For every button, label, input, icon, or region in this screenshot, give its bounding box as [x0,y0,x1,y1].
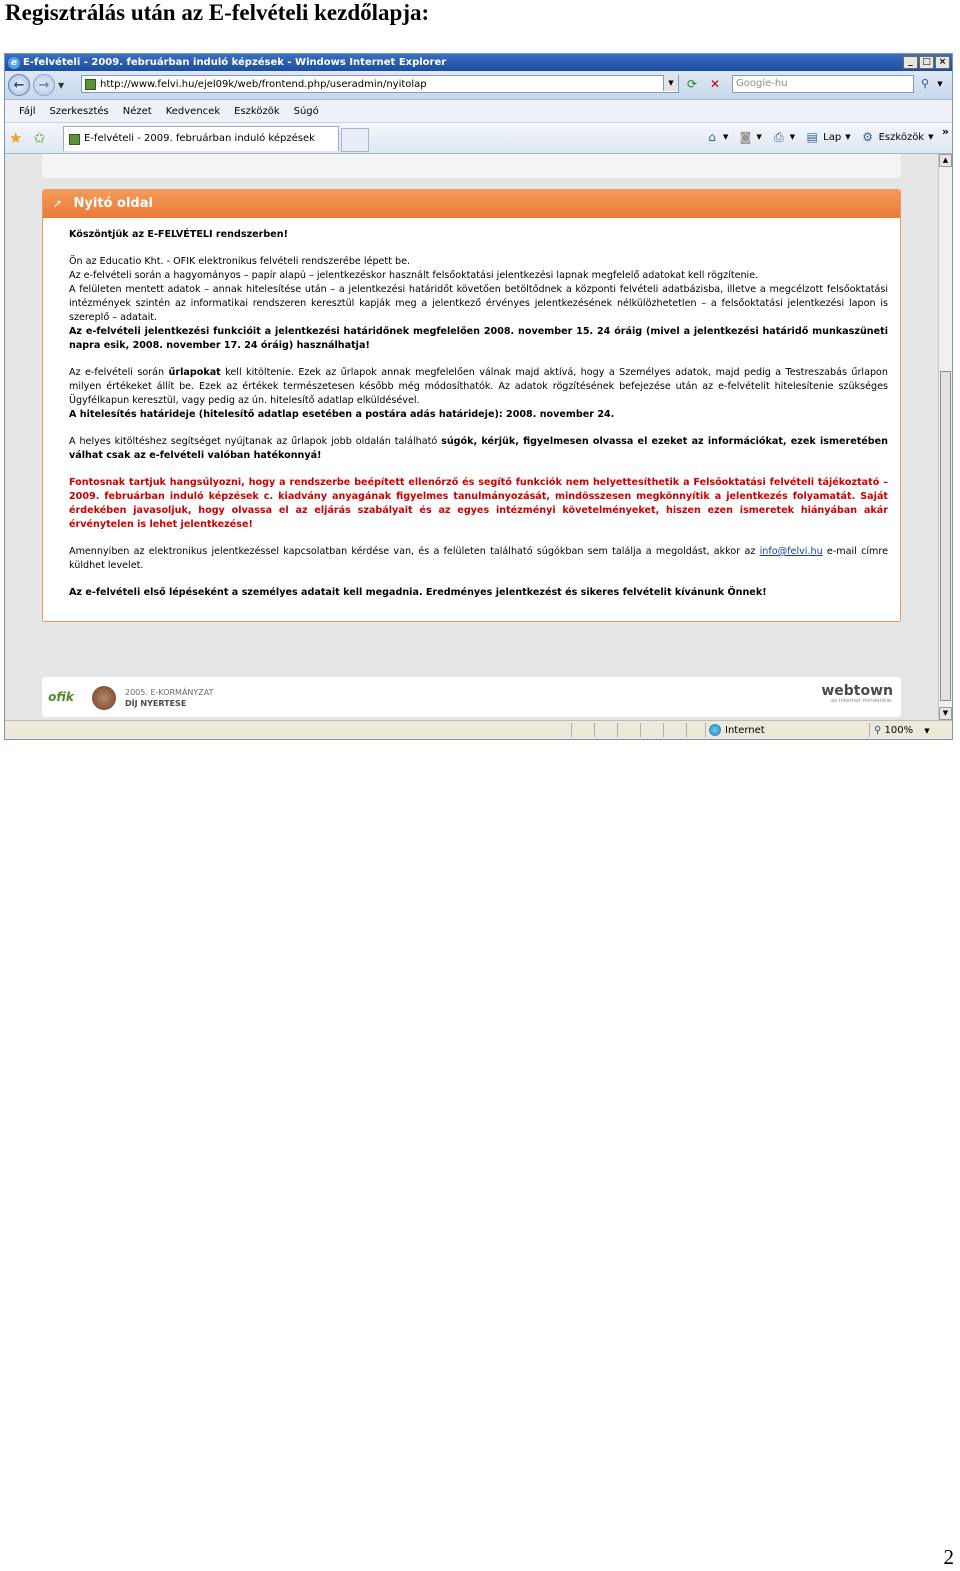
status-divider [571,723,572,737]
ofik-logo[interactable]: ofik [48,690,74,704]
globe-icon [709,724,721,736]
scroll-thumb[interactable] [940,371,951,701]
status-divider [640,723,641,737]
tools-menu-label[interactable]: Eszközök [878,131,925,143]
menu-item-edit[interactable]: Szerkesztés [49,105,109,117]
important-notice: Fontosnak tartjuk hangsúlyozni, hogy a rendszerbe beépített ellenőrző és segítő funkciók nem helyettesíthetik a Felsőoktatási felvételi tájékoztató – 2009. februárban induló képzések c. kiadvány anyagának figyelmes tanulmányozását, mindösszesen megkönnyítik a jelentkezés folyamatát. Saját érdekében javasoljuk, hogy olvassa el az eljárás szabályait és az egyes intézményi követelményeket, hiszen ezen ismeretek hiányában akár érvénytelen is lehet jelentkezése! [69,477,888,530]
menu-item-help[interactable]: Súgó [293,105,319,117]
first-step-text: Az e-felvételi első lépéseként a személyes adatait kell megadnia. Eredményes jelentkezést és sikeres felvételit kívánunk Önnek! [69,587,767,598]
maximize-button[interactable]: □ [919,56,934,69]
status-bar [5,720,952,740]
page-viewport [5,154,938,720]
new-tab-button[interactable] [341,128,369,152]
panel-header [43,190,900,218]
site-favicon-icon [85,79,96,90]
page-top-strip [42,154,901,178]
menu-item-view[interactable]: Nézet [122,105,152,117]
print-dropdown-icon[interactable]: ▼ [789,133,796,141]
contact-text-b: e-mail címre küldhet levelet. [69,546,888,571]
page-menu-label[interactable]: Lap [823,131,842,143]
forms-text-bold: űrlapokat [168,367,221,378]
window-controls [903,56,950,69]
browser-window [4,53,953,740]
webtown-name: webtown [821,683,893,699]
stop-icon[interactable]: ✕ [709,77,721,91]
deadline-text: Az e-felvételi jelentkezési funkcióit a jelentkezési határidőnek megfelelően 2008. november 15. 24 óráig (mivel a jelentkezési határidő munkaszüneti napra esik, 2008. november 17. 24 óráig) használhatja! [69,326,888,351]
vertical-scrollbar[interactable] [938,154,953,720]
favorites-tab-bar [5,123,952,154]
zone-label: Internet [725,725,765,736]
zoom-level: 100% [884,725,914,736]
window-title: E-felvételi - 2009. februárban induló képzések - Windows Internet Explorer [23,57,447,68]
ie-logo-icon: e [8,57,20,69]
search-dropdown-icon[interactable]: ▼ [937,80,943,88]
url-dropdown-icon[interactable]: ▼ [663,75,678,91]
refresh-icon[interactable]: ⟳ [686,77,698,91]
scroll-up-icon[interactable]: ▲ [939,154,952,167]
status-divider [594,723,595,737]
intro-line-1: Ön az Educatio Kht. - OFIK elektronikus felvételi rendszerébe lépett be. [69,256,411,267]
forms-text-c: kell kitöltenie. Ezek az űrlapok annak megfelelően válnak majd aktívá, hogy a Személyes adatok, majd pedig a Testreszabás űrlapon milyen értékeket állít be. Ezek az értékek természetesen később még módosíthatók. Az adatok rögzítésének befejezése után az e-felvételit hitelesítenie szükséges Ügyfélkapun keresztül, vagy pedig az ún. hitelesítő adatlap elküldésével. [69,367,888,406]
menu-item-favorites[interactable]: Kedvencek [165,105,221,117]
menu-item-tools[interactable]: Eszközök [234,105,280,117]
zoom-dropdown-icon[interactable]: ▼ [924,727,930,735]
status-divider [617,723,618,737]
page-number: 2 [943,1545,954,1569]
back-icon[interactable]: ← [8,74,30,96]
close-button[interactable]: × [935,56,950,69]
forms-paragraph [69,366,888,422]
feeds-dropdown-icon[interactable]: ▼ [756,133,762,141]
tab-favicon-icon [69,134,80,145]
page-icon[interactable]: ▤ [806,130,818,144]
status-divider [686,723,687,737]
more-chevron-icon[interactable]: » [941,125,949,138]
panel-title: Nyitó oldal [73,196,153,211]
award-line-2: DÍJ NYERTESE [125,699,187,708]
browser-tab[interactable] [63,126,339,151]
zoom-control[interactable] [874,723,930,739]
add-favorite-icon[interactable]: ✩ [33,129,46,147]
url-input[interactable] [81,75,679,93]
history-dropdown-icon[interactable]: ▼ [58,80,65,90]
menu-item-file[interactable]: Fájl [19,105,36,117]
status-divider [663,723,664,737]
home-dropdown-icon[interactable]: ▼ [723,133,729,141]
zoom-icon: ⚲ [874,725,882,736]
webtown-logo[interactable] [821,685,893,705]
forms-text-a: Az e-felvételi során [69,367,169,378]
tab-title: E-felvételi - 2009. februárban induló képzések [84,133,315,144]
email-link[interactable]: info@felvi.hu [759,546,823,557]
award-seal-icon [92,686,116,710]
search-input[interactable]: Google-hu [732,75,914,93]
forward-icon[interactable]: → [33,74,55,96]
contact-text-a: Amennyiben az elektronikus jelentkezéssel kapcsolatban kérdése van, és a felületen található súgókban sem találja a megoldást, akkor az [69,546,760,557]
status-divider [705,723,706,737]
page-footer [42,677,901,717]
command-bar [705,130,940,144]
welcome-text: Köszöntjük az E-FELVÉTELI rendszerben! [69,229,288,240]
minimize-button[interactable]: _ [903,56,918,69]
help-text-a: A helyes kitöltéshez segítséget nyújtanak az űrlapok jobb oldalán található [69,436,442,447]
scroll-down-icon[interactable]: ▼ [939,707,952,720]
document-heading: Regisztrálás után az E-felvételi kezdőlapja: [5,0,430,25]
help-text-bold: súgók, kérjük, figyelmesen olvassa el ezeket az információkat, ezek ismeretében válhat csak az e-felvételi valóban hatékonnyá! [69,436,888,461]
intro-line-3: A felületen mentett adatok – annak hitelesítése után – a jelentkezési határidőt követően betöltődnek a központi felvételi adatbázisba, illetve a megcélzott felsőoktatási intézmények szintén az informatikai rendszeren keresztül kapják meg a jelentkező érvényes jelentkezésének nélkülözhetetlen – a felsőoktatási jelentkezési lapon is szereplő – adatait. [69,284,888,323]
help-paragraph [69,435,888,463]
webtown-tagline: az internet mindenkié. [830,698,893,704]
welcome-panel [42,189,901,622]
url-text: http://www.felvi.hu/ejel09k/web/frontend.php/useradmin/nyitolap [100,79,427,90]
feeds-icon[interactable]: ◙ [739,130,752,144]
arrow-icon: ➚ [53,197,63,210]
home-icon[interactable]: ⌂ [708,130,716,144]
authentication-deadline: A hitelesítés határideje (hitelesítő adatlap esetében a postára adás határideje): 2008. november 24. [69,409,615,420]
print-icon[interactable]: ⎙ [773,130,784,144]
panel-body [43,218,900,600]
status-divider [869,723,870,737]
favorites-star-icon[interactable]: ★ [9,129,23,147]
contact-paragraph [69,545,888,573]
security-zone[interactable] [707,723,765,738]
window-titlebar [5,54,952,71]
tools-icon[interactable]: ⚙ [862,130,873,144]
award-text [125,687,214,709]
tools-dropdown-icon[interactable]: ▼ [928,133,934,141]
search-icon[interactable]: ⚲ [920,77,930,90]
intro-line-2: Az e-felvételi során a hagyományos – papír alapú – jelentkezéskor használt felsőoktatási jelentkezési lapnak megfelelő adatokat kell rögzítenie. [69,270,759,281]
address-bar [5,71,952,100]
award-line-1: 2005. E-KORMÁNYZAT [125,688,214,697]
page-dropdown-icon[interactable]: ▼ [845,133,851,141]
menu-bar [5,100,952,123]
intro-paragraph [69,255,888,353]
